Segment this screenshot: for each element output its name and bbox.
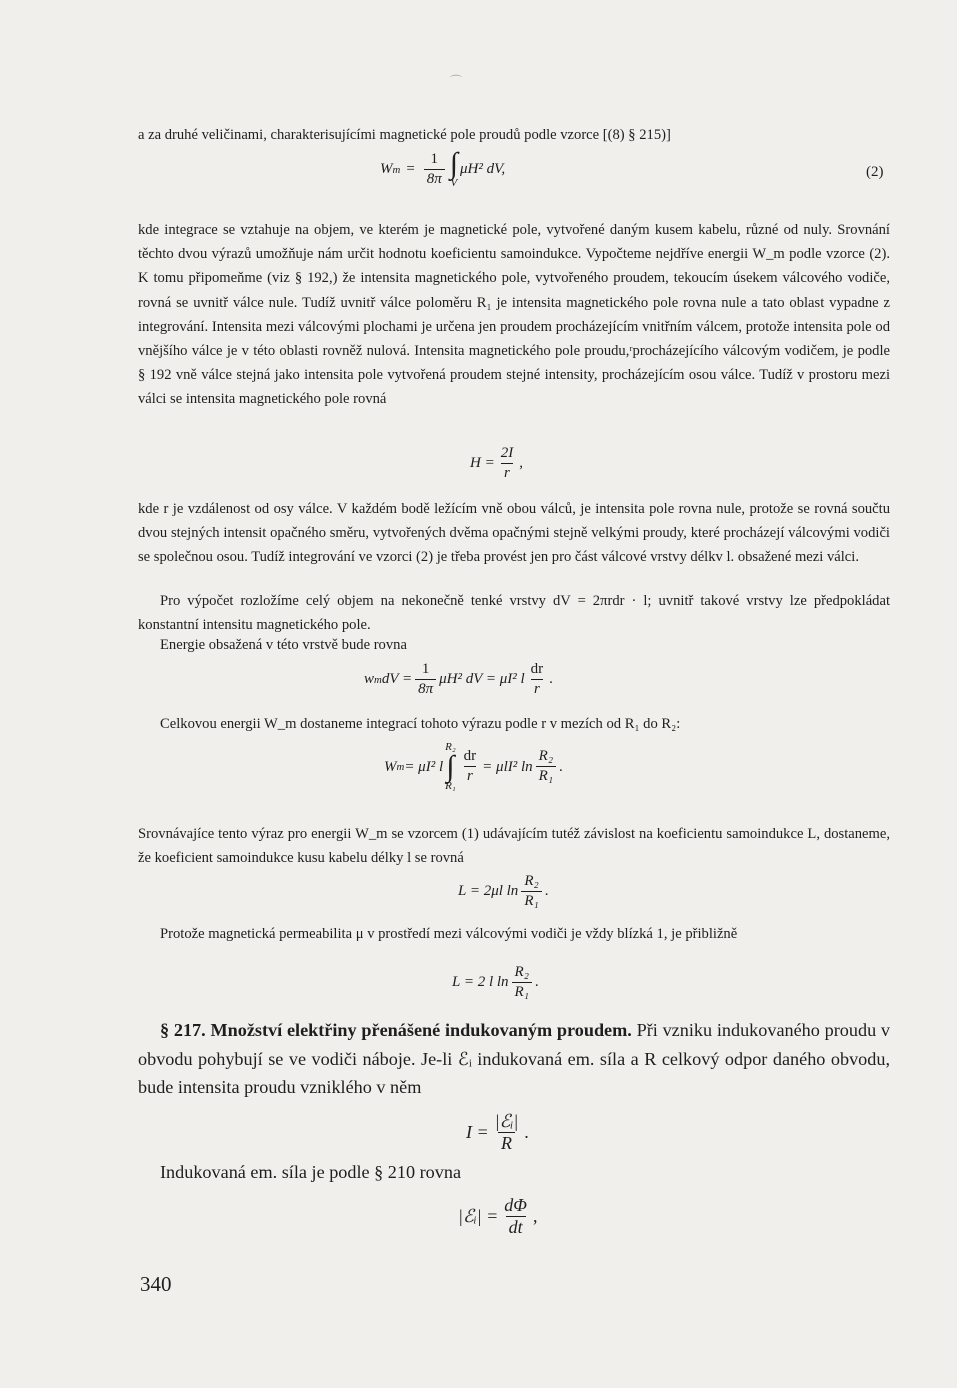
fraction: $\frac{\text{R₂}}{\text{R₁}}$ [512,965,532,1000]
paragraph-2: kde r je vzdálenost od osy válce. V každém bodě ležícím vně obou válců, je intensita pole rovna nule, protože se rovná součtu dvou stejných intensit opačného směru, vytvořených dvěma opačnými stejně velkými proudy, které procházejí válcovými vodiči se společnou osou. Tudíž integrování ve vzorci (2) je třeba provést jen pro část válcové vrstvy délkv l. obsažené mezi válci. [138,501,890,566]
paragraph-9: Indukovaná em. síla je podle § 210 rovna [160,1162,462,1182]
paragraph-4: Energie obsažená v této vrstvě bude rovna [160,637,407,653]
fraction: $\frac{dr}{r}$ [530,661,544,697]
paragraph-7: Protože magnetická permeabilita μ v prostředí mezi válcovými vodiči je vždy blízká 1, je přibližně [160,926,738,942]
intro-paragraph: a za druhé veličinami, charakterisujícími magnetické pole proudů podle vzorce [(8) § 215)] [138,127,671,143]
pencil-mark-icon: ⌒ [450,74,463,88]
paragraph-8: Při vzniku indukovaného proudu v obvodu pohybují se ve vodiči náboje. Je-li ℰᵢ indukovaná em. síla a R celkový odpor daného obvodu, bude intensita proudu vzniklého v něm [138,1020,891,1097]
fraction: $\frac{d\Phi}{dt}$ [504,1195,527,1237]
equation-energy-layer: w m dV = $\frac{1}{8\pi}$ μH² dV = μI² l $\frac{dr}{r}$ . [364,661,553,697]
equation-I: I = $\frac{\text{|ℰᵢ|}}{R}$ . [466,1111,529,1153]
equation-number: (2) [866,164,884,180]
integral-sign: ∫ V [449,147,459,189]
fraction: $\frac{\text{|ℰᵢ|}}{R}$ [494,1111,519,1153]
page-number: 340 [140,1272,172,1296]
section-number: § 217. [160,1020,206,1040]
paragraph-1: kde integrace se vztahuje na objem, ve kterém je magnetické pole, vytvořené daným kusem kabelu, různé od nuly. Srovnání těchto dvou výrazů umožňuje nám určit hodnotu koeficientu samoindukce. Vypočteme nejdříve energii W_m podle vzorce (2). K tomu připomeňme (viz § 192,) že intensita magnetického pole, vytvořeného proudem, tekoucím úsekem válcového vodiče, rovná se uvnitř válce nule. Tudíž uvnitř válce poloměru R₁ je intensita magnetického pole rovna nule a tato oblast vypadne z integrování. Intensita mezi válcovými plochami je určena jen proudem procházejícím vnitřním válcem, protože intensita pole od vnějšího válce je v této oblasti rovněž nulová. Intensita magnetického pole proudu,ʳprocházejícího válcovým vodičem, je podle § 192 vně válce stejná jako intensita pole vytvořená proudem stejné intensity, procházejícím osou válce. Tudíž v prostoru mezi válci se intensita magnetického pole rovná [138,222,890,408]
paragraph-5: Celkovou energii W_m dostaneme integrací tohoto výrazu podle r v mezích od R₁ do R₂: [160,716,681,732]
fraction: $\frac{\text{R₂}}{\text{R₁}}$ [536,749,556,784]
section-title: Množství elektřiny přenášené indukovaným proudem. [210,1020,632,1040]
equation-L-approx: L = 2 l ln $\frac{\text{R₂}}{\text{R₁}}$ . [452,964,539,1000]
equation-2: W m = $\frac{1}{8\pi}$ ∫ V μH² dV, [380,147,506,189]
paragraph-6: Srovnávajíce tento výraz pro energii W_m se vzorcem (1) udávajícím tutéž závislost na koeficientu samoindukce L, dostaneme, že koeficient samoindukce kusu kabelu délky l se rovná [138,826,890,867]
paragraph-3: Pro výpočet rozložíme celý objem na nekonečně tenké vrstvy dV = 2πrdr · l; uvnitř takové vrstvy lze předpokládat konstantní intensitu magnetického pole. [138,593,890,634]
equation-H: H = $\frac{2I}{r}$ , [470,445,523,481]
fraction: $\frac{1}{8\pi}$ [424,152,445,187]
fraction: $\frac{2I}{r}$ [500,445,514,481]
equation-emf: |ℰᵢ| = $\frac{d\Phi}{dt}$ , [458,1195,538,1237]
integral-sign: R₂ ∫ R₁ [445,741,456,792]
fraction: $\frac{\text{R₂}}{\text{R₁}}$ [521,874,541,909]
section-217 [138,1016,890,1102]
fraction: $\frac{dr}{r}$ [463,748,477,785]
equation-total-energy: W m = μI² l R₂ ∫ R₁ $\frac{dr}{r}$ = μlI² ln $\frac{\text{R₂}}{\text{R₁}}$ . [384,741,563,792]
equation-L: L = 2μl ln $\frac{\text{R₂}}{\text{R₁}}$ . [458,873,549,909]
fraction: $\frac{1}{8\pi}$ [415,662,436,697]
